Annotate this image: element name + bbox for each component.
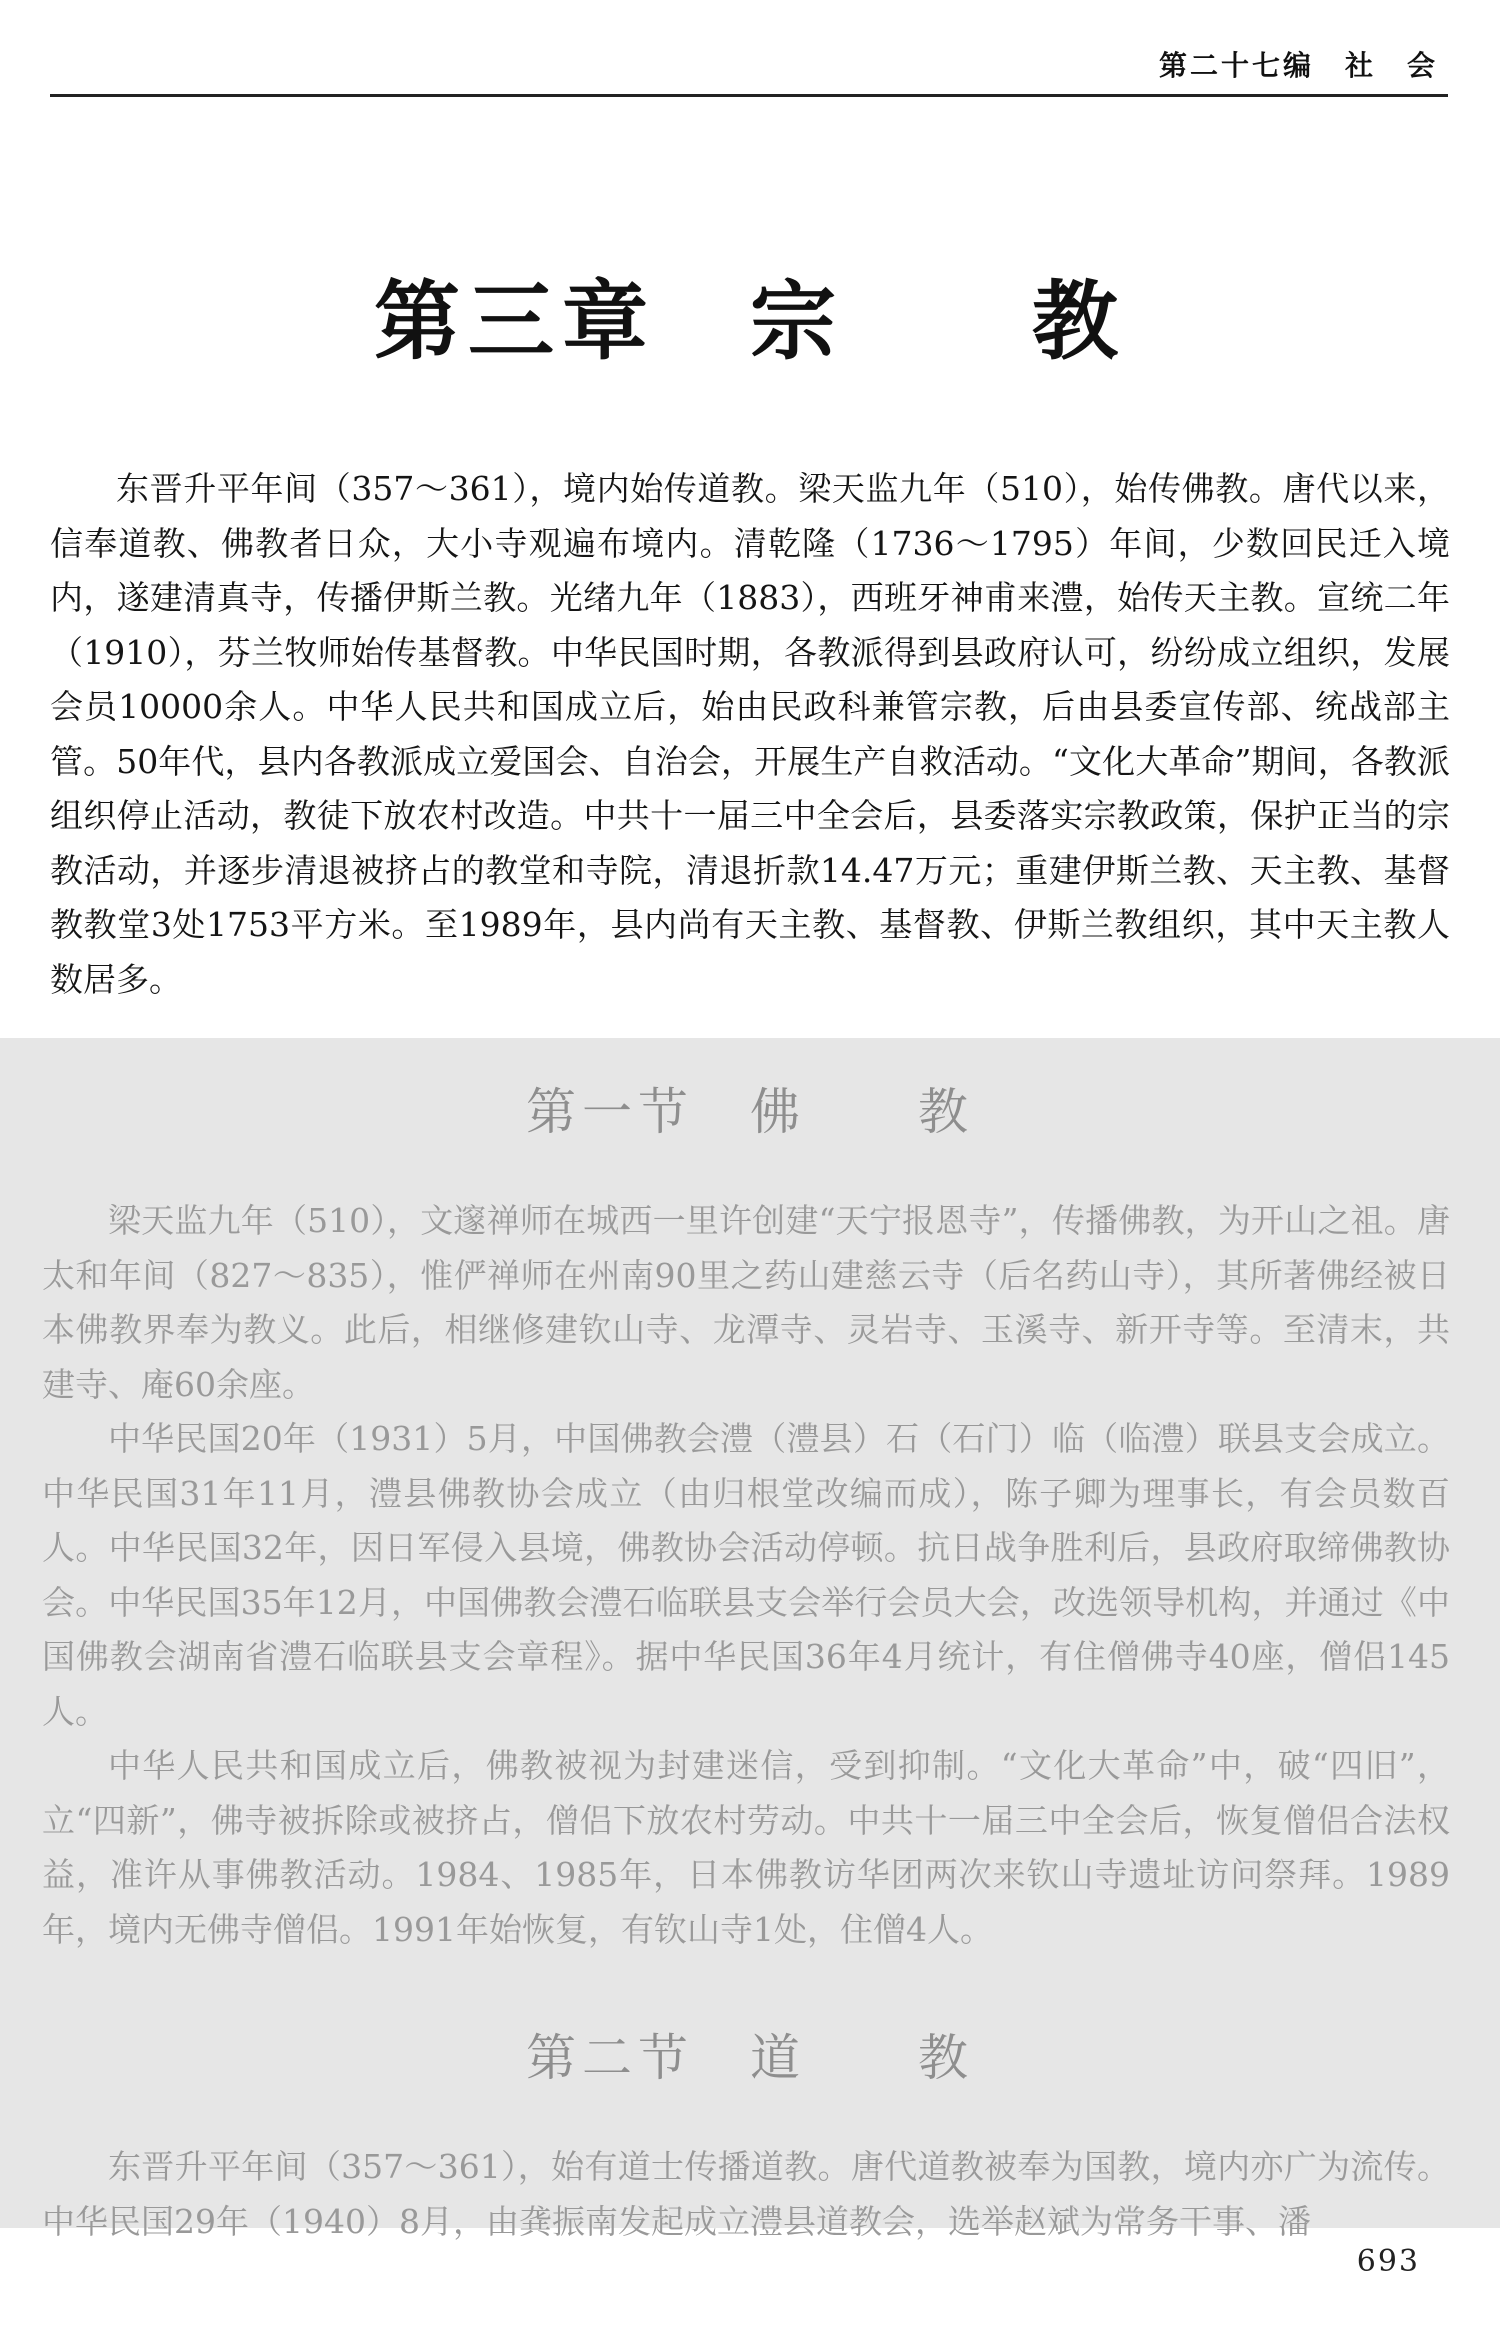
intro-paragraph: 东晋升平年间（357～361），境内始传道教。梁天监九年（510），始传佛教。唐代以来，信奉道教、佛教者日众，大小寺观遍布境内。清乾隆（1736～1795）年间，少数回民迁入境内，遂建清真寺，传播伊斯兰教。光绪九年（1883），西班牙神甫来澧，始传天主教。宣统二年（1910），芬兰牧师始传基督教。中华民国时期，各教派得到县政府认可，纷纷成立组织，发展会员10000余人。中华人民共和国成立后，始由民政科兼管宗教，后由县委宣传部、统战部主管。50年代，县内各教派成立爱国会、自治会，开展生产自救活动。“文化大革命”期间，各教派组织停止活动，教徒下放农村改造。中共十一届三中全会后，县委落实宗教政策，保护正当的宗教活动，并逐步清退被挤占的教堂和寺院，清退折款14.47万元；重建伊斯兰教、天主教、基督教教堂3处1753平方米。至1989年，县内尚有天主教、基督教、伊斯兰教组织，其中天主教人数居多。 [50,469,1450,999]
section-paragraph: 中华民国20年（1931）5月，中国佛教会澧（澧县）石（石门）临（临澧）联县支会成立。中华民国31年11月，澧县佛教协会成立（由归根堂改编而成），陈子卿为理事长，有会员数百人。中华民国32年，因日军侵入县境，佛教协会活动停顿。抗日战争胜利后，县政府取缔佛教协会。中华民国35年12月，中国佛教会澧石临联县支会举行会员大会，改选领导机构，并通过《中国佛教会湖南省澧石临联县支会章程》。据中华民国36年4月统计，有住僧佛寺40座，僧侣145人。 [42,1419,1450,1731]
section-body-taoism [42,2140,1450,2249]
section-heading-buddhism: 第一节 佛 教 [526,1083,974,1141]
running-head-text: 第二十七编 社 会 [1158,49,1438,82]
page-number: 693 [1356,2244,1420,2279]
running-head [50,38,1448,97]
section-paragraph: 梁天监九年（510），文邃禅师在城西一里许创建“天宁报恩寺”，传播佛教，为开山之祖。唐太和年间（827～835），惟俨禅师在州南90里之药山建慈云寺（后名药山寺），其所著佛经被日本佛教界奉为教义。此后，相继修建钦山寺、龙潭寺、灵岩寺、玉溪寺、新开寺等。至清末，共建寺、庵60余座。 [42,1201,1450,1404]
section-paragraph: 东晋升平年间（357～361），始有道士传播道教。唐代道教被奉为国教，境内亦广为流传。中华民国29年（1940）8月，由龚振南发起成立澧县道教会，选举赵斌为常务干事、潘 [42,2147,1450,2241]
section-paragraph: 中华人民共和国成立后，佛教被视为封建迷信，受到抑制。“文化大革命”中，破“四旧”，立“四新”，佛寺被拆除或被挤占，僧侣下放农村劳动。中共十一届三中全会后，恢复僧侣合法权益，准许从事佛教活动。1984、1985年，日本佛教访华团两次来钦山寺遗址访问祭拜。1989年，境内无佛寺僧侣。1991年始恢复，有钦山寺1处，住僧4人。 [42,1746,1450,1949]
section-body-buddhism [42,1194,1450,1957]
chapter-title: 第三章 宗 教 [374,271,1126,372]
chapter-intro [50,462,1450,1007]
section-heading-taoism: 第二节 道 教 [526,2029,974,2087]
